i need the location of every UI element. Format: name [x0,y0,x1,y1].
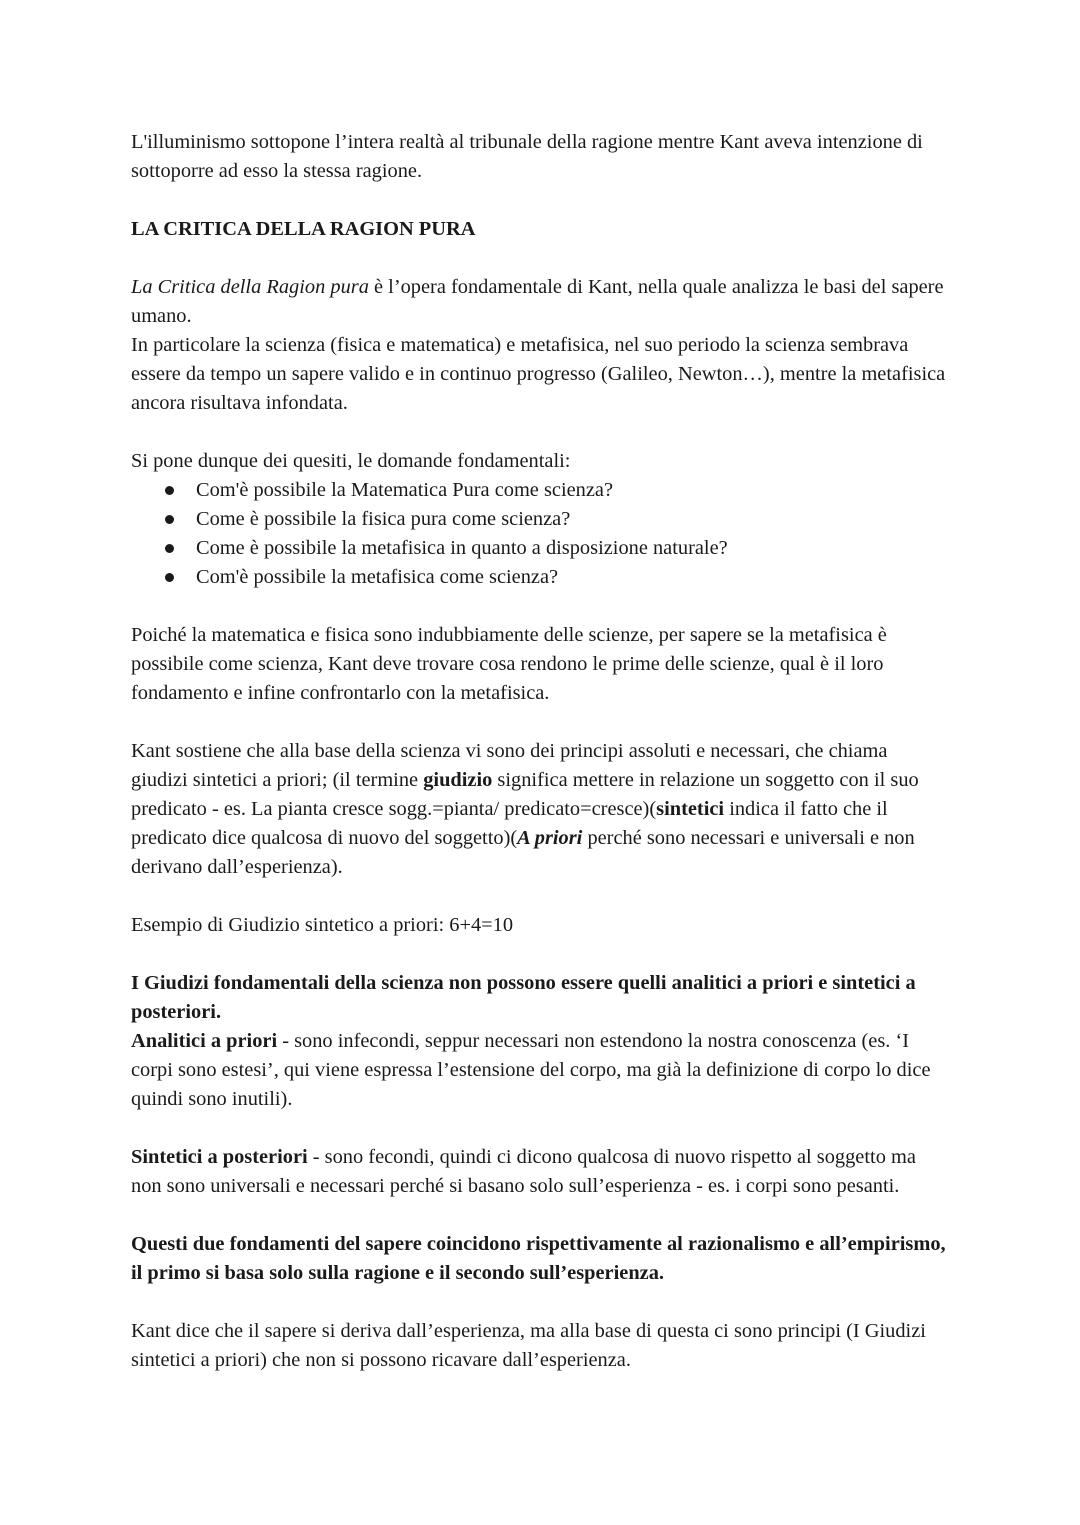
questions-list [131,476,946,592]
section-heading: LA CRITICA DELLA RAGION PURA [131,218,476,240]
poiche-paragraph: Poiché la matematica e fisica sono indubbiamente delle scienze, per sapere se la metafisica è possibile come scienza, Kant deve trovare cosa rendono le prime delle scienze, qual è il loro fondamento e infine confrontarlo con la metafisica. [131,624,887,704]
bullet-icon [165,515,174,524]
list-item: Come è possibile la metafisica in quanto a disposizione naturale? [165,534,946,563]
term-analitici: Analitici a priori [131,1030,278,1052]
example-paragraph: Esempio di Giudizio sintetico a priori: 6+4=10 [131,914,514,936]
list-item: Com'è possibile la metafisica come scienza? [165,563,946,592]
bullet-icon [165,486,174,495]
term-giudizio: giudizio [423,769,493,791]
term-a-priori: A priori [517,827,583,849]
list-item: Come è possibile la fisica pura come scienza? [165,505,946,534]
document-page [131,128,946,1375]
conclusion-paragraph: Kant dice che il sapere si deriva dall’esperienza, ma alla base di questa ci sono principi (I Giudizi sintetici a priori) che non si possono ricavare dall’esperienza. [131,1320,926,1371]
questions-intro: Si pone dunque dei quesiti, le domande fondamentali: [131,450,571,472]
fondamentali-heading: I Giudizi fondamentali della scienza non possono essere quelli analitici a priori e sintetici a posteriori. [131,972,916,1023]
scienza-paragraph: In particolare la scienza (fisica e matematica) e metafisica, nel suo periodo la scienza sembrava essere da tempo un sapere valido e in continuo progresso (Galileo, Newton…), mentre la metafisica ancora risultava infondata. [131,334,946,414]
bullet-icon [165,544,174,553]
book-title: La Critica della Ragion pura [131,276,369,298]
giudizi-paragraph: Kant sostiene che alla base della scienza vi sono dei principi assoluti e necessari, che chiama giudizi sintetici a priori; (il termine giudizio significa mettere in relazione un soggetto con il suo predicato - es. La pianta cresce sogg.=pianta/ predicato=cresce)(sintetici indica il fatto che il predicato dice qualcosa di nuovo del soggetto)(A priori perché sono necessari e universali e non derivano dall’esperienza). [131,740,919,878]
critica-text: è l’opera fondamentale di Kant, nella quale analizza le basi del sapere umano. [131,276,944,327]
intro-paragraph: L'illuminismo sottopone l’intera realtà al tribunale della ragione mentre Kant aveva intenzione di sottoporre ad esso la stessa ragione. [131,131,923,182]
sintetici-paragraph: Sintetici a posteriori - sono fecondi, quindi ci dicono qualcosa di nuovo rispetto al soggetto ma non sono universali e necessari perché si basano solo sull’esperienza - es. i corpi sono pesanti. [131,1146,916,1197]
term-sintetici: sintetici [656,798,725,820]
list-item: Com'è possibile la Matematica Pura come scienza? [165,476,946,505]
critica-paragraph [131,273,946,331]
bullet-icon [165,573,174,582]
questi-paragraph: Questi due fondamenti del sapere coincidono rispettivamente al razionalismo e all’empirismo, il primo si basa solo sulla ragione e il secondo sull’esperienza. [131,1233,946,1284]
term-sintetici-posteriori: Sintetici a posteriori [131,1146,308,1168]
analitici-paragraph: Analitici a priori - sono infecondi, seppur necessari non estendono la nostra conoscenza (es. ‘I corpi sono estesi’, qui viene espressa l’estensione del corpo, ma già la definizione di corpo lo dice quindi sono inutili). [131,1030,931,1110]
